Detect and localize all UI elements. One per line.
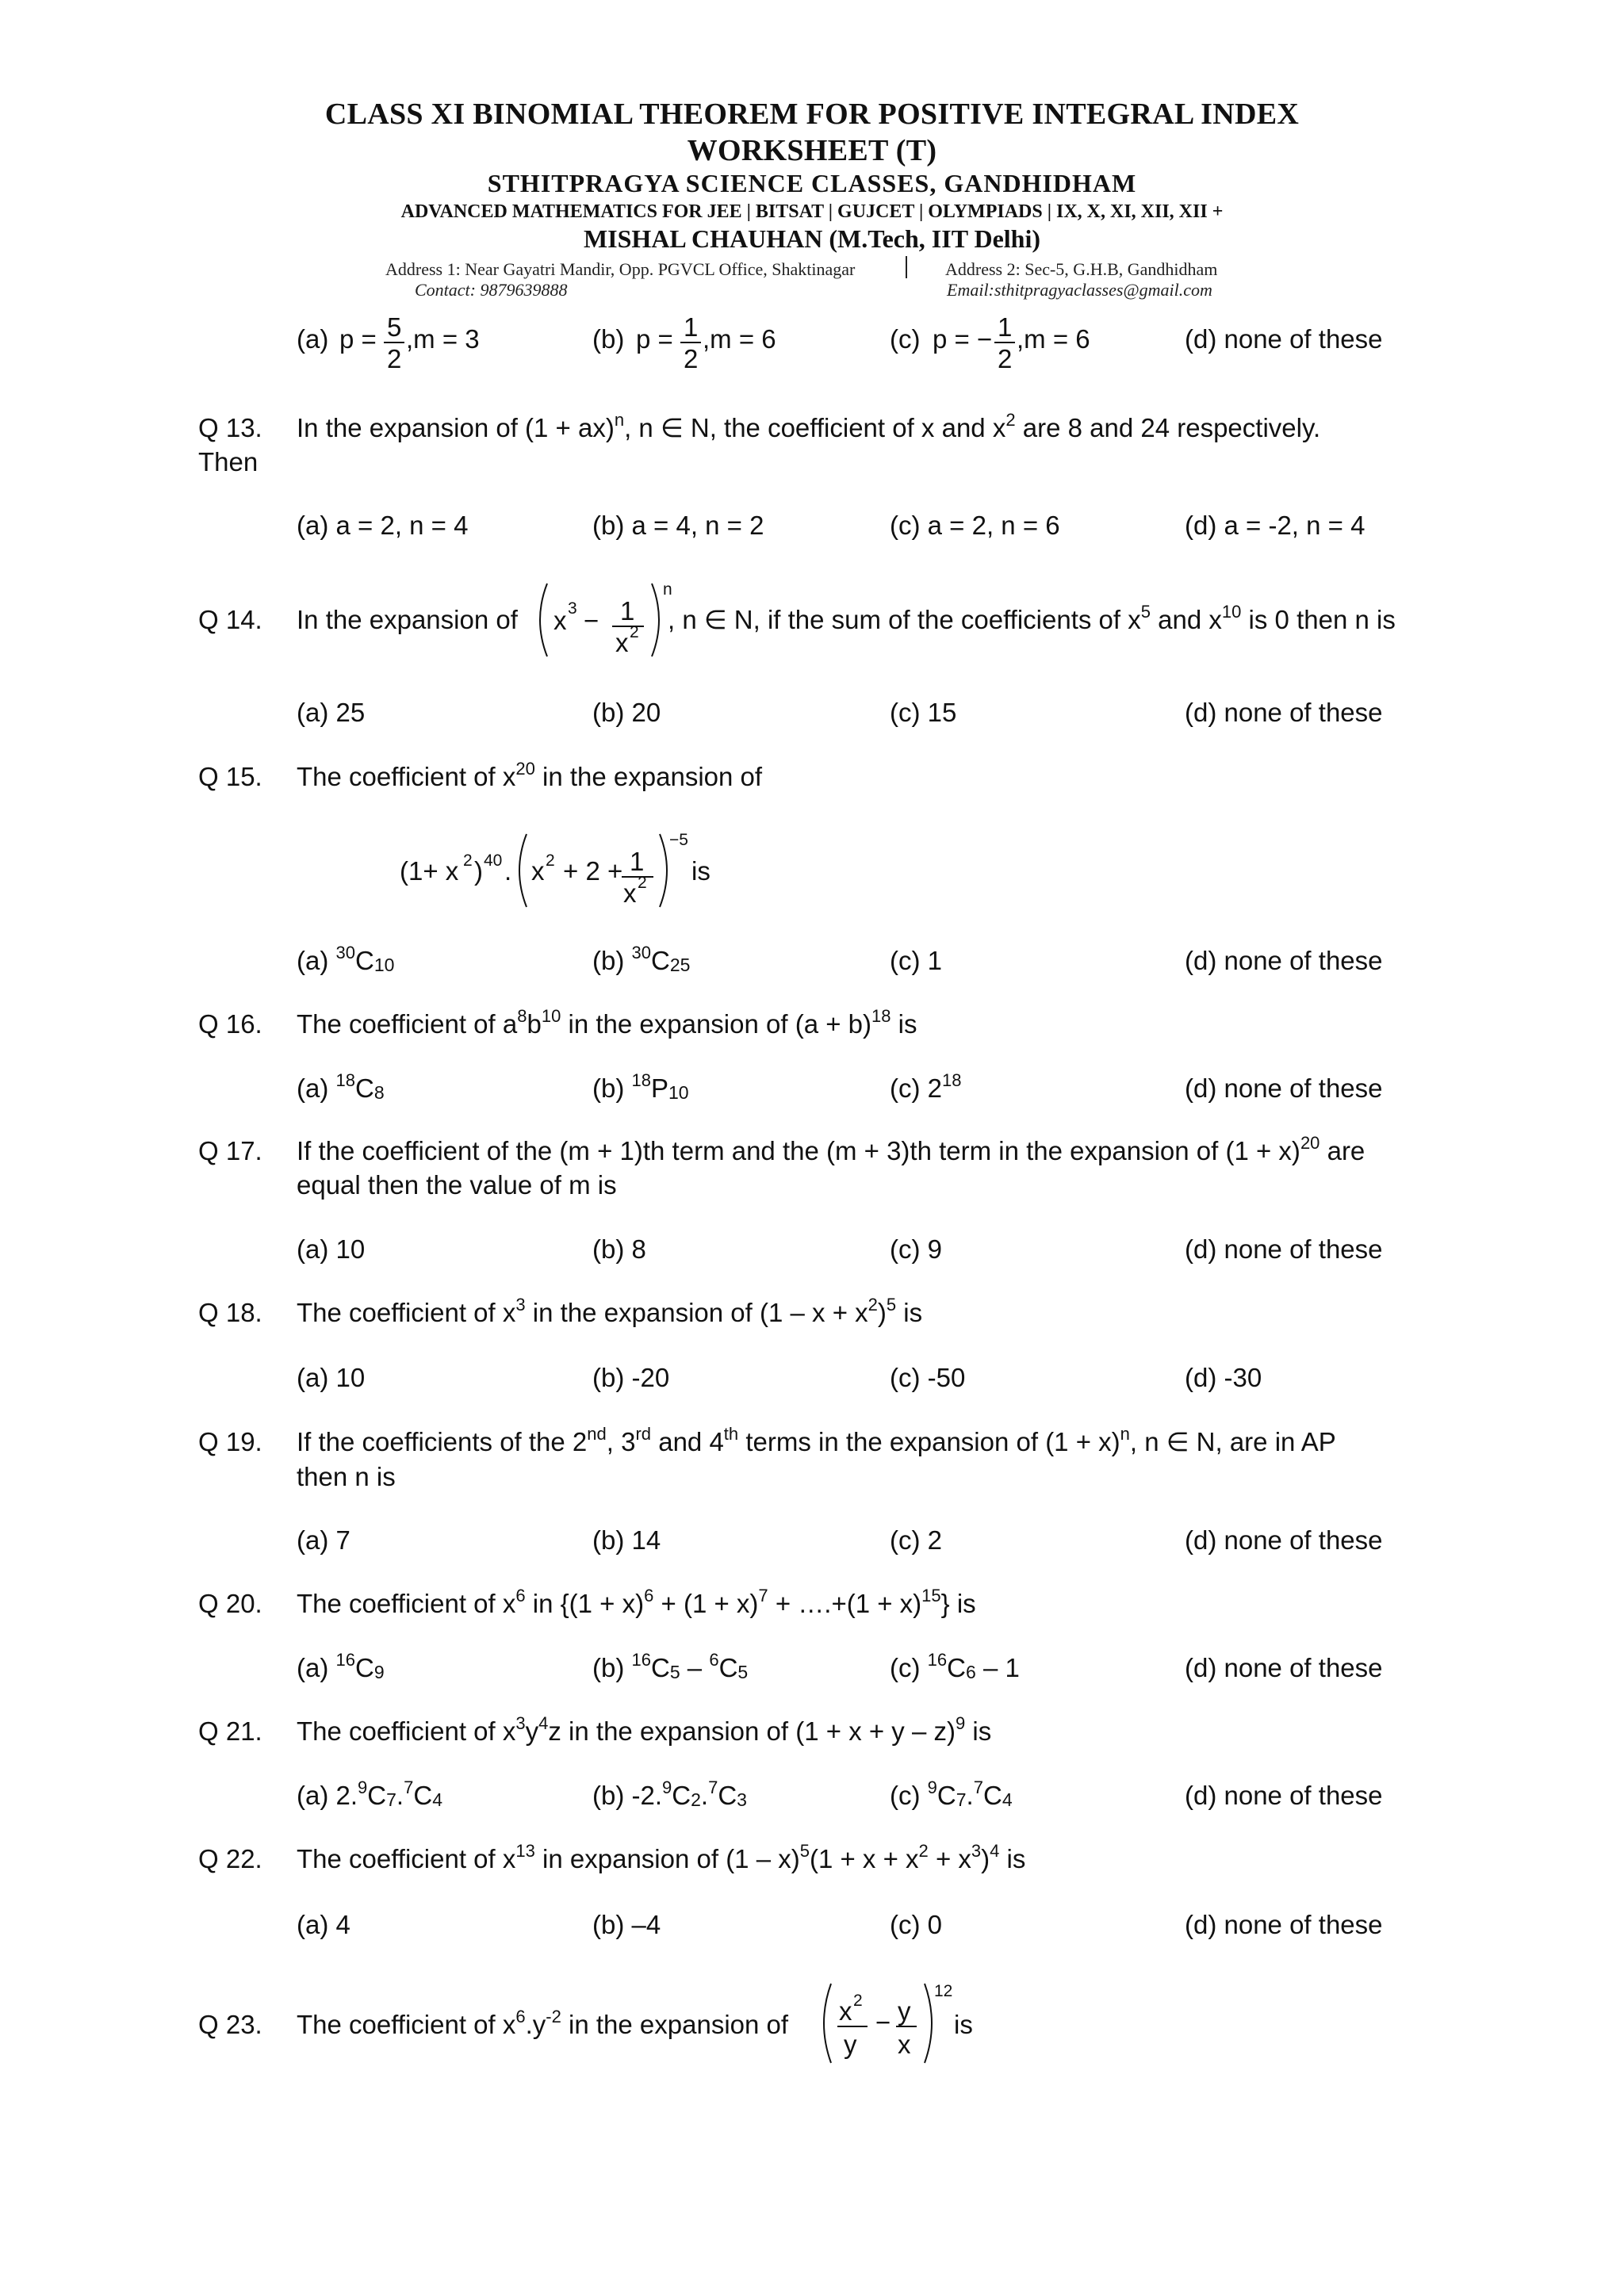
question-text: If the coefficient of the (m + 1)th term and the (m + 3)th term in the expansion of $(1 + x)^{20}$ are bbox=[297, 1133, 1365, 1165]
option-c: (c) $^9$C7.$^7$C4 bbox=[890, 1777, 1013, 1810]
prev-question-options bbox=[285, 304, 1427, 376]
expr-prefix-exponent: 2 bbox=[463, 851, 473, 870]
option-d: (d) none of these bbox=[1185, 698, 1383, 727]
binomial-expression bbox=[536, 579, 676, 666]
left-paren bbox=[519, 834, 527, 907]
question-text: The coefficient of $x^3$ in the expansion of $(1 - x + x^2)^5$ is bbox=[297, 1295, 923, 1327]
option-b: (b) -2.$^9$C2.$^7$C3 bbox=[592, 1777, 747, 1810]
option-d: (d) -30 bbox=[1185, 1363, 1262, 1392]
question-number: Q 18. bbox=[198, 1298, 262, 1327]
question-text: The coefficient of $x^6.y^{-2}$ in the expansion of bbox=[297, 2007, 789, 2039]
expr-denominator-2: x bbox=[898, 2030, 911, 2059]
institute-tagline: ADVANCED MATHEMATICS FOR JEE | BITSAT | GUJCET | OLYMPIADS | IX, X, XI, XII, XII + bbox=[400, 201, 1224, 222]
institute-name: STHITPRAGYA SCIENCE CLASSES, GANDHIDHAM bbox=[487, 169, 1137, 197]
expr-denominator: x bbox=[623, 878, 637, 908]
expr-x-exponent: 3 bbox=[568, 599, 577, 618]
question-text-continued: equal then the value of m is bbox=[297, 1170, 617, 1200]
contact-phone: Contact: 9879639888 bbox=[415, 280, 568, 300]
option-d: (d) none of these bbox=[1185, 946, 1383, 975]
option-d: (d) none of these bbox=[1185, 1910, 1383, 1939]
prev-option-a-expr: p = bbox=[339, 324, 377, 354]
expr-numerator-1-exponent: 2 bbox=[853, 1992, 863, 2010]
prev-option-b-label: (b) bbox=[592, 324, 625, 354]
question-text-tail: is bbox=[954, 2010, 973, 2039]
question-text: The coefficient of $x^3y^4z$ in the expansion of $(1 + x + y - z)^9$ is bbox=[297, 1713, 992, 1746]
option-b: (b) 8 bbox=[592, 1234, 646, 1264]
expansion-expression bbox=[395, 826, 744, 913]
prev-option-a-rest: ,m = 3 bbox=[406, 324, 480, 354]
expr-prefix: (1+ x bbox=[400, 856, 459, 886]
option-c: (c) 15 bbox=[890, 698, 957, 727]
question-number: Q 14. bbox=[198, 605, 262, 634]
option-c: (c) 0 bbox=[890, 1910, 942, 1939]
question-text: In the expansion of bbox=[297, 605, 518, 634]
question-text-continued: Then bbox=[198, 447, 259, 476]
address-1: Address 1: Near Gayatri Mandir, Opp. PGVCL Office, Shaktinagar bbox=[385, 259, 856, 279]
option-b: (b) -20 bbox=[592, 1363, 670, 1392]
prev-option-a-den: 2 bbox=[387, 344, 402, 373]
question-text: If the coefficients of the 2nd, 3rd and 4th terms in the expansion of $(1 + x)^n$, n ∈ N, are in AP bbox=[297, 1424, 1336, 1456]
option-d: (d) none of these bbox=[1185, 1525, 1383, 1555]
option-d: (d) none of these bbox=[1185, 1653, 1383, 1682]
option-a: (a) 4 bbox=[297, 1910, 350, 1939]
question-number: Q 16. bbox=[198, 1009, 262, 1039]
question-number: Q 22. bbox=[198, 1844, 262, 1873]
expr-denominator: x bbox=[615, 628, 629, 657]
question-text: The coefficient of $x^{20}$ in the expansion of bbox=[297, 759, 763, 791]
teacher-name: MISHAL CHAUHAN (M.Tech, IIT Delhi) bbox=[583, 224, 1041, 253]
expr-is: is bbox=[691, 856, 710, 886]
option-a: (a) 25 bbox=[297, 698, 366, 727]
question-number: Q 17. bbox=[198, 1136, 262, 1165]
option-a: (a) a = 2, n = 4 bbox=[297, 511, 469, 540]
expr-x-exponent: 2 bbox=[546, 851, 555, 870]
option-c: (c) $2^{18}$ bbox=[890, 1070, 962, 1103]
expr-numerator: 1 bbox=[620, 596, 635, 626]
question-number: Q 15. bbox=[198, 762, 262, 791]
expr-power: 12 bbox=[934, 1982, 953, 2000]
option-b: (b) $^{30}$C25 bbox=[592, 943, 691, 975]
binomial-expression bbox=[818, 1977, 977, 2072]
option-b: (b) $^{18}$P10 bbox=[592, 1070, 689, 1103]
expr-denominator-1: y bbox=[844, 2030, 857, 2059]
question-number: Q 20. bbox=[198, 1589, 262, 1618]
option-c: (c) a = 2, n = 6 bbox=[890, 511, 1060, 540]
option-d: (d) none of these bbox=[1185, 1781, 1383, 1810]
expr-x: x bbox=[553, 606, 567, 635]
expr-numerator-2: y bbox=[898, 1996, 911, 2026]
expr-plus-two: + 2 + bbox=[563, 856, 623, 886]
worksheet-title: CLASS XI BINOMIAL THEOREM FOR POSITIVE INTEGRAL INDEX bbox=[324, 98, 1300, 131]
prev-option-b-rest: ,m = 6 bbox=[703, 324, 776, 354]
expr-prefix-power: 40 bbox=[484, 851, 503, 870]
contact-email: Email:sthitpragyaclasses@gmail.com bbox=[947, 280, 1212, 300]
option-b: (b) –4 bbox=[592, 1910, 661, 1939]
option-a: (a) 10 bbox=[297, 1234, 366, 1264]
option-c: (c) -50 bbox=[890, 1363, 966, 1392]
expr-power: n bbox=[663, 580, 672, 599]
option-b: (b) 20 bbox=[592, 698, 661, 727]
right-paren bbox=[660, 834, 667, 907]
prev-option-c-label: (c) bbox=[890, 324, 921, 354]
prev-option-c-num: 1 bbox=[998, 312, 1013, 342]
prev-option-b-den: 2 bbox=[684, 344, 699, 373]
option-b: (b) a = 4, n = 2 bbox=[592, 511, 764, 540]
expr-numerator: 1 bbox=[630, 847, 645, 876]
option-d: (d) a = -2, n = 4 bbox=[1185, 511, 1365, 540]
address-2: Address 2: Sec-5, G.H.B, Gandhidham bbox=[945, 259, 1218, 279]
option-c: (c) $^{16}$C6 – 1 bbox=[890, 1650, 1020, 1682]
address-separator bbox=[906, 256, 907, 278]
option-a: (a) $^{30}$C10 bbox=[297, 943, 395, 975]
question-number: Q 23. bbox=[198, 2010, 262, 2039]
option-a: (a) 2.$^9$C7.$^7$C4 bbox=[297, 1777, 442, 1810]
question-text: The coefficient of $x^6$ in {$(1 + x)^6 + (1 + x)^7$ + ….+(1 + x)$^{15}$} is bbox=[297, 1586, 976, 1618]
option-d: (d) none of these bbox=[1185, 1234, 1383, 1264]
prev-option-a-num: 5 bbox=[387, 312, 402, 342]
question-text: The coefficient of $x^{13}$ in expansion of $(1 - x)^5(1 + x + x^2 + x^3)^4$ is bbox=[297, 1841, 1026, 1873]
right-paren bbox=[652, 584, 659, 656]
option-a: (a) 10 bbox=[297, 1363, 366, 1392]
expr-denominator-exponent: 2 bbox=[630, 623, 639, 641]
expr-denominator-exponent: 2 bbox=[638, 874, 647, 892]
expr-dot: . bbox=[504, 856, 512, 886]
option-d: (d) none of these bbox=[1185, 1073, 1383, 1103]
expr-x: x bbox=[531, 856, 545, 886]
question-number: Q 13. bbox=[198, 413, 262, 442]
question-text: The coefficient of $a^8b^{10}$ in the expansion of $(a + b)^{18}$ is bbox=[297, 1006, 917, 1039]
option-c: (c) 1 bbox=[890, 946, 942, 975]
option-a: (a) $^{18}$C8 bbox=[297, 1070, 385, 1103]
prev-option-b-num: 1 bbox=[684, 312, 699, 342]
prev-option-d: (d) none of these bbox=[1185, 324, 1383, 354]
option-a: (a) 7 bbox=[297, 1525, 350, 1555]
question-text-continued: then n is bbox=[297, 1462, 396, 1491]
expr-prefix-close: ) bbox=[474, 856, 483, 886]
question-number: Q 21. bbox=[198, 1716, 262, 1746]
right-paren bbox=[925, 1984, 932, 2063]
left-paren bbox=[540, 584, 547, 656]
worksheet-subtitle: WORKSHEET (T) bbox=[687, 134, 937, 167]
expr-minus: − bbox=[875, 2007, 891, 2037]
prev-option-c-rest: ,m = 6 bbox=[1017, 324, 1090, 354]
expr-power: −5 bbox=[669, 831, 688, 849]
option-b: (b) 14 bbox=[592, 1525, 661, 1555]
question-text: In the expansion of (1 + ax)$^n$, n ∈ N, the coefficient of x and $x^2$ are 8 and 24 respectively. bbox=[297, 410, 1321, 442]
question-text-tail: , n ∈ N, if the sum of the coefficients of $x^5$ and $x^{10}$ is 0 then n is bbox=[668, 602, 1396, 634]
expr-numerator-1: x bbox=[839, 1996, 852, 2026]
prev-option-c-den: 2 bbox=[998, 344, 1013, 373]
option-b: (b) $^{16}$C5 – $^6$C5 bbox=[592, 1650, 749, 1682]
prev-option-a-label: (a) bbox=[297, 324, 329, 354]
option-c: (c) 2 bbox=[890, 1525, 942, 1555]
option-a: (a) $^{16}$C9 bbox=[297, 1650, 385, 1682]
option-c: (c) 9 bbox=[890, 1234, 942, 1264]
expr-minus: − bbox=[584, 606, 599, 635]
prev-option-c-expr: p = − bbox=[933, 324, 993, 354]
question-number: Q 19. bbox=[198, 1427, 262, 1456]
prev-option-b-expr: p = bbox=[636, 324, 673, 354]
left-paren bbox=[824, 1984, 831, 2063]
